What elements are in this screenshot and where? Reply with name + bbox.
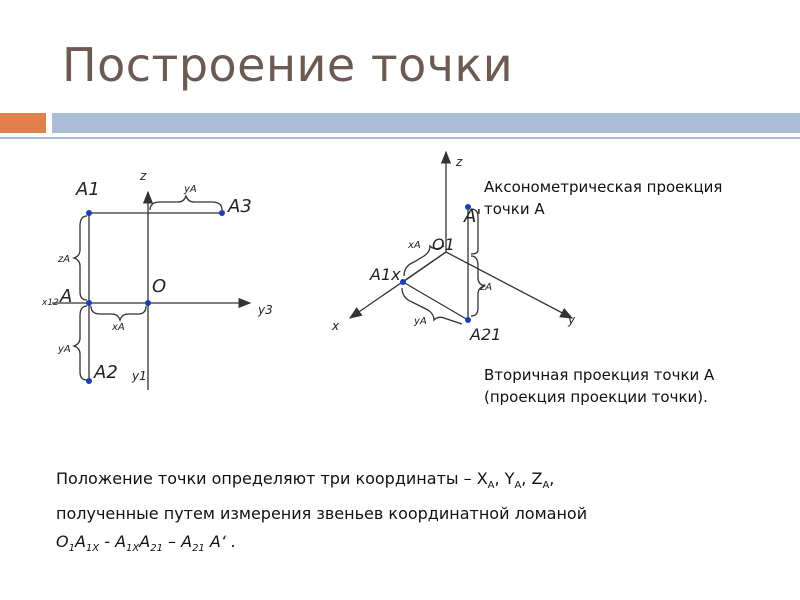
axonometric-caption-line1: Аксонометрическая проекция xyxy=(484,178,723,196)
right-label-za: zA xyxy=(480,282,493,293)
left-label-z: z xyxy=(140,169,147,183)
left-point-a3 xyxy=(219,210,225,216)
left-label-x-axis: x12 xyxy=(42,298,59,308)
bottom-line-1: Положение точки определяют три координаты – $X_A$, $Y_A$, $Z_A$, xyxy=(56,469,555,492)
left-point-ax xyxy=(86,300,92,306)
left-label-y3: y3 xyxy=(258,303,273,317)
left-label-za: zA xyxy=(58,254,71,265)
right-label-z: z xyxy=(456,155,463,169)
left-label-ya-top: yA xyxy=(184,184,197,195)
left-label-a3: A3 xyxy=(228,196,252,217)
left-diagram xyxy=(52,192,250,390)
left-za-brace xyxy=(74,216,87,300)
left-ya-brace xyxy=(150,196,222,210)
bottom-line-2: полученные путем измерения звеньев координатной ломаной xyxy=(56,504,588,524)
left-point-a2 xyxy=(86,378,92,384)
secondary-caption-line1: Вторичная проекция точки А xyxy=(484,366,715,384)
left-label-a2: A2 xyxy=(94,362,118,383)
left-label-y1: y1 xyxy=(132,369,147,383)
right-point-a1x xyxy=(400,279,406,285)
left-label-a1: A1 xyxy=(76,179,100,200)
right-a1x-vertical-link xyxy=(403,252,446,282)
axonometric-caption-line2: точки А xyxy=(484,200,545,218)
right-point-a21 xyxy=(465,317,471,323)
left-point-a1 xyxy=(86,210,92,216)
left-label-ax: A xyxy=(60,286,73,307)
secondary-caption xyxy=(484,364,714,408)
right-y-axis xyxy=(446,252,572,318)
right-a1x-line xyxy=(403,282,468,320)
secondary-caption-line2: (проекция проекции точки). xyxy=(484,388,708,406)
left-label-xa: xA xyxy=(112,322,125,333)
left-point-o xyxy=(145,300,151,306)
right-label-xa: xA xyxy=(408,240,421,251)
axonometric-caption xyxy=(484,176,722,220)
right-label-y: y xyxy=(568,313,576,327)
right-ya-brace xyxy=(402,288,462,324)
left-ya-vertical-brace xyxy=(74,306,87,380)
right-label-a: A' xyxy=(464,206,482,227)
bottom-line-3: $O_1A_{1X} - A_{1X}A_{21} - A_{21}$ A‘ . xyxy=(56,532,237,555)
left-label-o: O xyxy=(152,276,167,297)
right-label-o1: O1 xyxy=(432,235,455,254)
right-label-ya: yA xyxy=(414,316,427,327)
bottom-description xyxy=(56,465,587,563)
left-xa-brace xyxy=(91,306,146,320)
right-label-a1x: A1x xyxy=(370,265,401,284)
slide-title: Построение точки xyxy=(62,38,514,92)
right-label-x: x xyxy=(332,319,340,333)
left-label-ya-bottom: yA xyxy=(58,344,71,355)
right-label-a21: A21 xyxy=(470,325,502,344)
